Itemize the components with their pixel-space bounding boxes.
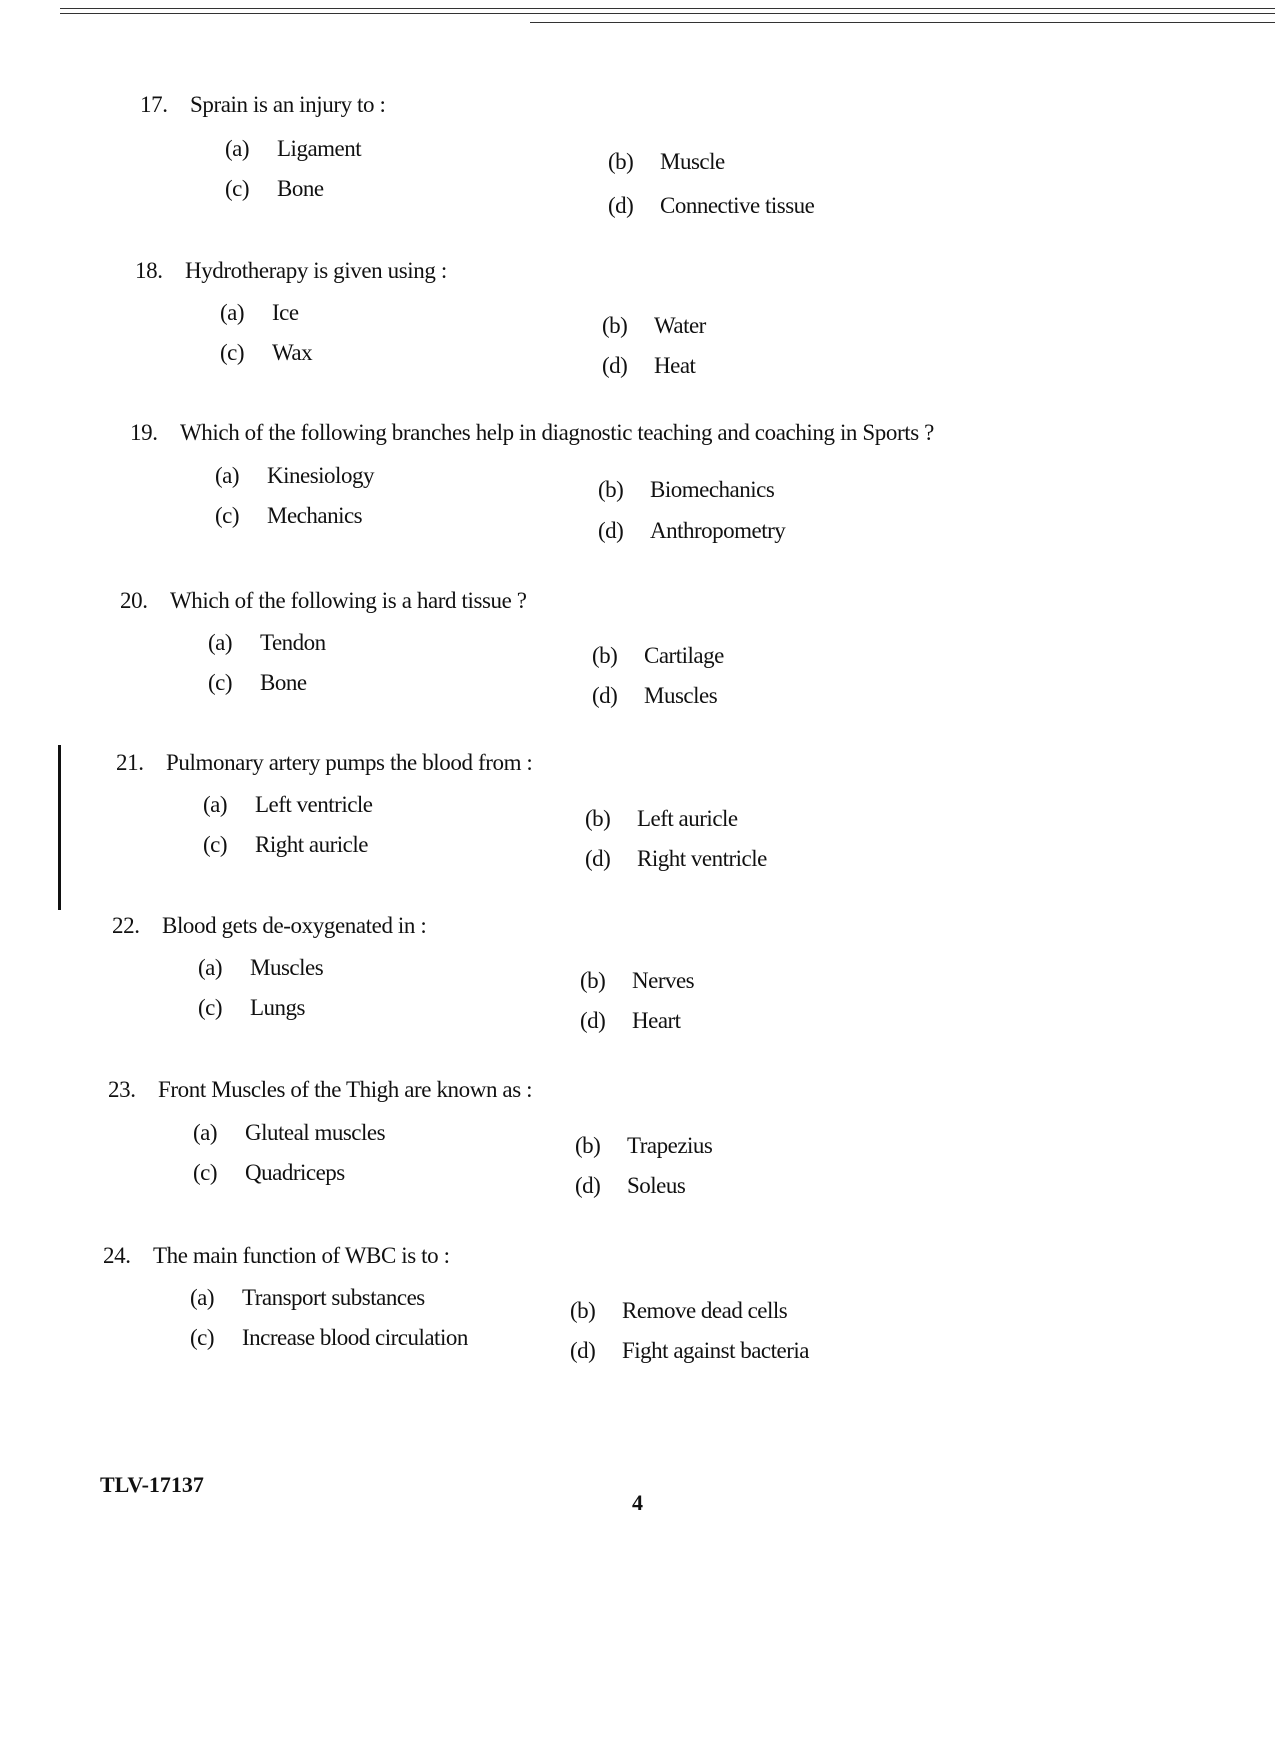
option-label: (c) (208, 670, 233, 695)
option-18a (220, 300, 299, 326)
option-text: Gluteal muscles (245, 1120, 386, 1145)
option-text: Soleus (627, 1173, 686, 1198)
option-label: (c) (220, 340, 245, 365)
option-17b (608, 149, 725, 175)
question-text: The main function of WBC is to : (153, 1243, 450, 1268)
option-19a (215, 463, 374, 489)
option-23b (575, 1133, 712, 1159)
option-text: Quadriceps (245, 1160, 345, 1185)
option-23a (193, 1120, 385, 1146)
option-24a (190, 1285, 425, 1311)
option-label: (b) (598, 477, 624, 502)
question-stem (108, 1077, 532, 1103)
option-23c (193, 1160, 345, 1186)
option-label: (d) (602, 353, 628, 378)
option-text: Heat (654, 353, 696, 378)
option-21a (203, 792, 373, 818)
question-text: Blood gets de-oxygenated in : (162, 913, 427, 938)
paper-code: TLV-17137 (100, 1472, 204, 1497)
option-text: Left auricle (637, 806, 738, 831)
question-text: Which of the following branches help in diagnostic teaching and coaching in Sports ? (180, 420, 934, 445)
option-17c (225, 176, 324, 202)
option-text: Trapezius (627, 1133, 713, 1158)
option-label: (a) (215, 463, 240, 488)
option-22c (198, 995, 305, 1021)
option-label: (c) (215, 503, 240, 528)
header-rule (60, 8, 1275, 9)
option-text: Bone (260, 670, 307, 695)
question-number: 21. (116, 750, 144, 775)
question-number: 18. (135, 258, 163, 283)
question-stem (112, 913, 426, 939)
option-label: (b) (608, 149, 634, 174)
option-label: (a) (193, 1120, 218, 1145)
option-label: (a) (225, 136, 250, 161)
option-label: (d) (608, 193, 634, 218)
option-22b (580, 968, 694, 994)
header-rule-thin (60, 13, 1275, 14)
question-text: Sprain is an injury to : (190, 92, 386, 117)
option-label: (d) (585, 846, 611, 871)
option-label: (a) (203, 792, 228, 817)
margin-mark (58, 745, 61, 910)
option-19b (598, 477, 774, 503)
option-21b (585, 806, 738, 832)
option-19d (598, 518, 785, 544)
option-21d (585, 846, 767, 872)
option-label: (a) (190, 1285, 215, 1310)
option-23d (575, 1173, 685, 1199)
option-18c (220, 340, 312, 366)
header-rule-short (530, 22, 1275, 23)
question-text: Front Muscles of the Thigh are known as : (158, 1077, 533, 1102)
option-label: (b) (580, 968, 606, 993)
option-24c (190, 1325, 468, 1351)
option-20b (592, 643, 724, 669)
option-label: (c) (193, 1160, 218, 1185)
option-label: (d) (575, 1173, 601, 1198)
option-text: Bone (277, 176, 324, 201)
option-label: (d) (570, 1338, 596, 1363)
option-text: Fight against bacteria (622, 1338, 809, 1363)
option-text: Water (654, 313, 706, 338)
option-label: (c) (225, 176, 250, 201)
question-text: Hydrotherapy is given using : (185, 258, 447, 283)
option-22a (198, 955, 323, 981)
option-label: (b) (602, 313, 628, 338)
option-label: (a) (208, 630, 233, 655)
question-stem (103, 1243, 450, 1269)
option-label: (a) (220, 300, 245, 325)
question-stem (116, 750, 532, 776)
option-20a (208, 630, 326, 656)
question-number: 22. (112, 913, 140, 938)
option-text: Ligament (277, 136, 362, 161)
option-text: Transport substances (242, 1285, 425, 1310)
question-stem (135, 258, 447, 284)
option-text: Anthropometry (650, 518, 786, 543)
option-text: Increase blood circulation (242, 1325, 468, 1350)
question-stem (130, 420, 934, 446)
option-label: (d) (592, 683, 618, 708)
option-22d (580, 1008, 681, 1034)
option-text: Ice (272, 300, 299, 325)
page-number: 4 (632, 1490, 643, 1515)
option-text: Muscles (644, 683, 718, 708)
option-label: (c) (203, 832, 228, 857)
option-text: Nerves (632, 968, 695, 993)
option-text: Biomechanics (650, 477, 775, 502)
option-20d (592, 683, 717, 709)
option-text: Lungs (250, 995, 305, 1020)
option-text: Left ventricle (255, 792, 373, 817)
question-number: 24. (103, 1243, 131, 1268)
option-text: Muscles (250, 955, 324, 980)
option-text: Remove dead cells (622, 1298, 788, 1323)
option-label: (b) (592, 643, 618, 668)
question-text: Pulmonary artery pumps the blood from : (166, 750, 533, 775)
option-label: (c) (190, 1325, 215, 1350)
question-stem (140, 92, 385, 118)
question-number: 20. (120, 588, 148, 613)
option-text: Mechanics (267, 503, 363, 528)
option-18d (602, 353, 695, 379)
option-label: (d) (580, 1008, 606, 1033)
option-text: Right ventricle (637, 846, 767, 871)
option-text: Cartilage (644, 643, 724, 668)
option-19c (215, 503, 362, 529)
option-label: (b) (585, 806, 611, 831)
option-text: Heart (632, 1008, 681, 1033)
option-label: (d) (598, 518, 624, 543)
option-text: Muscle (660, 149, 725, 174)
question-text: Which of the following is a hard tissue ? (170, 588, 527, 613)
option-18b (602, 313, 706, 339)
option-label: (c) (198, 995, 223, 1020)
option-21c (203, 832, 368, 858)
question-number: 23. (108, 1077, 136, 1102)
option-17a (225, 136, 361, 162)
option-label: (b) (575, 1133, 601, 1158)
option-text: Right auricle (255, 832, 368, 857)
option-17d (608, 193, 814, 219)
question-number: 17. (140, 92, 168, 117)
question-number: 19. (130, 420, 158, 445)
option-24b (570, 1298, 787, 1324)
option-text: Tendon (260, 630, 326, 655)
question-stem (120, 588, 527, 614)
option-24d (570, 1338, 809, 1364)
option-label: (a) (198, 955, 223, 980)
option-label: (b) (570, 1298, 596, 1323)
option-text: Wax (272, 340, 313, 365)
option-text: Kinesiology (267, 463, 374, 488)
option-20c (208, 670, 307, 696)
option-text: Connective tissue (660, 193, 815, 218)
